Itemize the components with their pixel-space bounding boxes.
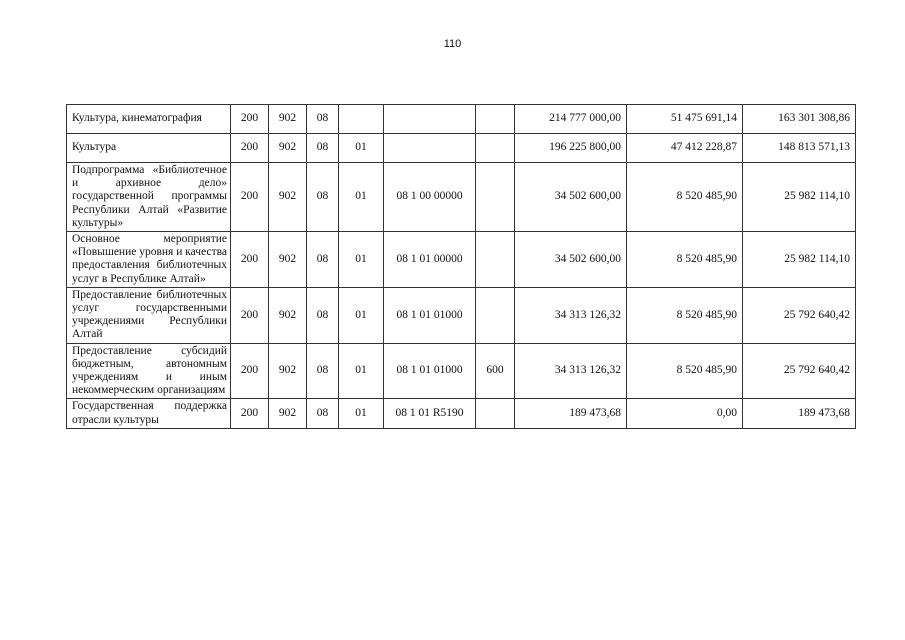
code-cell: 200 <box>231 134 269 163</box>
row-name: Подпрограмма «Библиотечное и архивное дело» государственной программы Республики Алтай «Развитие культуры» <box>67 163 231 232</box>
code-cell: 200 <box>231 343 269 399</box>
code-cell: 08 <box>307 134 339 163</box>
amount-cell: 34 313 126,32 <box>515 287 627 343</box>
code-cell <box>476 287 515 343</box>
amount-cell: 196 225 800,00 <box>515 134 627 163</box>
row-name: Культура, кинематография <box>67 105 231 134</box>
amount-cell: 8 520 485,90 <box>627 287 743 343</box>
amount-cell: 51 475 691,14 <box>627 105 743 134</box>
row-name: Предоставление субсидий бюджетным, автономным учреждениям и иным некоммерческим организациям <box>67 343 231 399</box>
code-cell: 902 <box>269 134 307 163</box>
code-cell: 08 <box>307 343 339 399</box>
page-number: 110 <box>443 38 462 50</box>
code-cell: 08 1 01 00000 <box>384 232 476 288</box>
code-cell: 08 <box>307 105 339 134</box>
code-cell: 01 <box>339 163 384 232</box>
code-cell: 08 1 01 01000 <box>384 343 476 399</box>
amount-cell: 8 520 485,90 <box>627 343 743 399</box>
code-cell: 200 <box>231 399 269 428</box>
code-cell: 01 <box>339 343 384 399</box>
amount-cell: 189 473,68 <box>743 399 856 428</box>
amount-cell: 214 777 000,00 <box>515 105 627 134</box>
amount-cell: 25 792 640,42 <box>743 343 856 399</box>
amount-cell: 34 502 600,00 <box>515 163 627 232</box>
code-cell: 902 <box>269 399 307 428</box>
code-cell: 01 <box>339 232 384 288</box>
table-row <box>67 163 856 232</box>
amount-cell: 34 313 126,32 <box>515 343 627 399</box>
code-cell: 200 <box>231 287 269 343</box>
code-cell: 200 <box>231 232 269 288</box>
code-cell: 08 <box>307 232 339 288</box>
row-name: Предоставление библиотечных услуг государственными учреждениями Республики Алтай <box>67 287 231 343</box>
row-name: Государственная поддержка отрасли культуры <box>67 399 231 428</box>
code-cell: 08 1 01 R5190 <box>384 399 476 428</box>
amount-cell: 34 502 600,00 <box>515 232 627 288</box>
code-cell <box>476 134 515 163</box>
table-row <box>67 343 856 399</box>
code-cell: 902 <box>269 287 307 343</box>
amount-cell: 8 520 485,90 <box>627 232 743 288</box>
table-row <box>67 232 856 288</box>
budget-table <box>66 104 856 429</box>
table-row <box>67 105 856 134</box>
code-cell: 08 <box>307 287 339 343</box>
amount-cell: 189 473,68 <box>515 399 627 428</box>
code-cell <box>476 399 515 428</box>
code-cell <box>476 105 515 134</box>
code-cell <box>339 105 384 134</box>
code-cell: 902 <box>269 105 307 134</box>
code-cell: 08 1 01 01000 <box>384 287 476 343</box>
code-cell: 01 <box>339 399 384 428</box>
amount-cell: 148 813 571,13 <box>743 134 856 163</box>
code-cell: 902 <box>269 163 307 232</box>
table-row <box>67 399 856 428</box>
code-cell: 01 <box>339 287 384 343</box>
code-cell: 902 <box>269 232 307 288</box>
amount-cell: 47 412 228,87 <box>627 134 743 163</box>
table-row <box>67 134 856 163</box>
row-name: Основное мероприятие «Повышение уровня и качества предоставления библиотечных услуг в Республике Алтай» <box>67 232 231 288</box>
code-cell: 08 <box>307 399 339 428</box>
amount-cell: 0,00 <box>627 399 743 428</box>
code-cell <box>476 163 515 232</box>
code-cell: 200 <box>231 105 269 134</box>
code-cell: 200 <box>231 163 269 232</box>
amount-cell: 25 982 114,10 <box>743 232 856 288</box>
code-cell <box>384 105 476 134</box>
code-cell: 01 <box>339 134 384 163</box>
amount-cell: 25 982 114,10 <box>743 163 856 232</box>
amount-cell: 25 792 640,42 <box>743 287 856 343</box>
table-row <box>67 287 856 343</box>
code-cell: 08 1 00 00000 <box>384 163 476 232</box>
code-cell: 08 <box>307 163 339 232</box>
code-cell <box>476 232 515 288</box>
code-cell: 902 <box>269 343 307 399</box>
code-cell <box>384 134 476 163</box>
code-cell: 600 <box>476 343 515 399</box>
amount-cell: 8 520 485,90 <box>627 163 743 232</box>
row-name: Культура <box>67 134 231 163</box>
amount-cell: 163 301 308,86 <box>743 105 856 134</box>
